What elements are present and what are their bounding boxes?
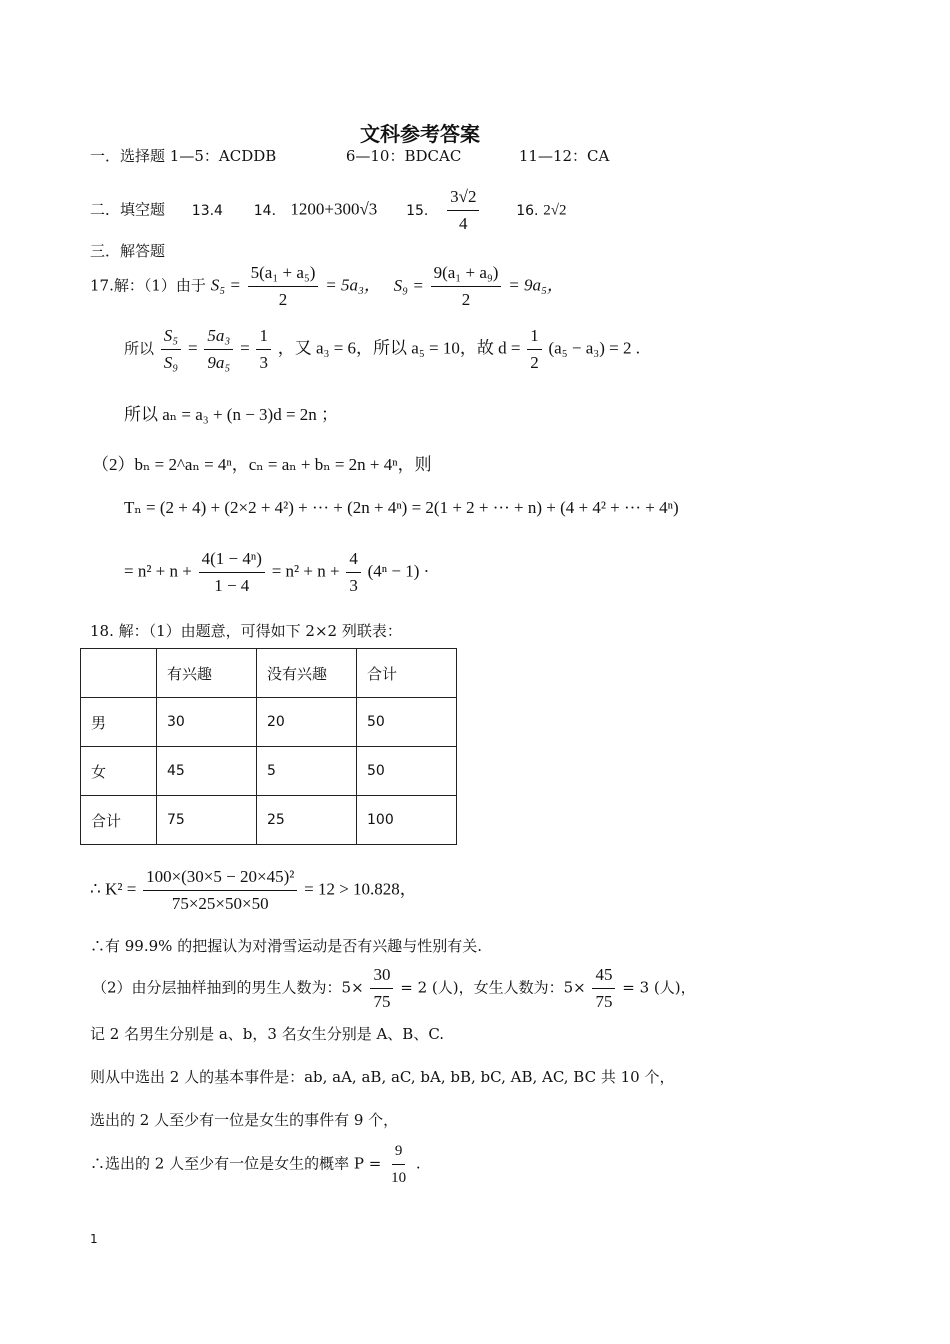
atleast-text: 选出的 2 人至少有一位是女生的事件有 9 个， [90,1111,399,1129]
fraction-denominator: 10 [391,1170,407,1186]
probability-line [90,1140,421,1189]
p18-intro: 18. 解：（1）由题意，可得如下 2×2 列联表： [90,622,402,640]
formula-part: (4ⁿ − 1) · [367,561,430,581]
q15-label: 15. [406,202,429,219]
choice-answers [90,145,609,166]
fraction-numerator: 4 [346,548,361,573]
fraction-denominator: 2 [530,353,539,372]
text: = 3 (人)， [622,978,696,997]
page-number: 1 [90,1232,98,1246]
p17-prefix: 17.解：（1）由于 [90,276,206,295]
p17-line-4: （2）bₙ = 2^aₙ = 4ⁿ，cₙ = aₙ + bₙ = 2n + 4ⁿ，则 [92,455,432,474]
page-title: 文科参考答案 [360,122,480,146]
table-cell: 45 [157,747,257,796]
section-label: 二．填空题 [90,200,166,219]
formula-part: ∴ K² = [90,879,137,899]
table-row [81,747,457,796]
formula-part: = n² + n + [124,561,192,581]
formula-part: = [188,338,198,358]
p17-line-2 [124,325,640,374]
q13-answer: 13.4 [191,202,223,219]
table-header-row [81,649,457,698]
choice-range-3: 11—12：CA [518,147,610,165]
fraction-numerator: 4(1 − 4ⁿ) [199,548,265,573]
fraction [256,325,271,374]
table-cell: 100 [357,796,457,845]
contingency-table [80,648,457,845]
table-cell: 25 [257,796,357,845]
p18-part2 [92,964,696,1013]
table-cell: 50 [357,747,457,796]
fraction-denominator: 75 [373,992,391,1011]
table-cell: 30 [157,698,257,747]
fill-answers [90,186,567,235]
fraction [204,325,233,374]
names-text: 记 2 名男生分别是 a、b，3 名女生分别是 A、B、C. [90,1025,445,1043]
text: ∴选出的 2 人至少有一位是女生的概率 P = [90,1154,382,1173]
fraction-denominator: 3 [259,353,268,372]
p17-line-5: Tₙ = (2 + 4) + (2×2 + 4²) + ··· + (2n + 4ⁿ) = 2(1 + 2 + ··· + n) + (4 + 4² + ··· + 4ⁿ) [124,498,679,517]
fraction-denominator: 75×25×50×50 [171,894,269,913]
section-label: 三．解答题 [90,242,166,260]
fraction-denominator: 1 − 4 [214,576,250,595]
table-cell: 75 [157,796,257,845]
row-label: 男 [81,698,157,747]
p17-line-3: 所以 aₙ = a₃ + (n − 3)d = 2n ； [124,405,339,424]
fraction-numerator: 9(a₁ + a₉) [431,262,502,287]
fraction-numerator: 5(a₁ + a₅) [248,262,319,287]
fraction [161,325,181,374]
formula-part: = n² + n + [271,561,340,581]
text: 所以 [124,339,155,358]
fraction-denominator: 2 [278,290,288,309]
fraction [199,548,265,597]
formula-part: = 12 > 10.828， [304,879,417,899]
row-label: 女 [81,747,157,796]
fraction [346,548,361,597]
fraction-numerator: 100×(30×5 − 20×45)² [143,866,297,891]
formula-part: ，又 a₃ = 6，所以 a₅ = 10，故 d = [277,338,521,358]
table-header-cell: 没有兴趣 [257,649,357,698]
table-row [81,698,457,747]
fraction [527,325,542,374]
fraction-denominator: 9a₅ [207,353,231,372]
fraction-numerator: S₅ [161,325,181,350]
fraction [248,262,319,311]
q14-label: 14． [253,202,286,219]
fraction-denominator: 75 [595,992,613,1011]
section-label: 一．选择题 [90,147,166,165]
fraction [431,262,502,311]
table-cell: 5 [257,747,357,796]
table-cell: 20 [257,698,357,747]
formula-part: (a₅ − a₃) = 2 . [548,338,640,358]
conclusion-text: ∴有 99.9% 的把握认为对滑雪运动是否有兴趣与性别有关. [90,937,482,955]
fraction-denominator: 3 [349,576,358,595]
table-row [81,796,457,845]
k2-formula [90,866,417,915]
choice-range-1: 1—5：ACDDB [169,147,277,165]
table-header-cell: 有兴趣 [157,649,257,698]
q16-label: 16. [516,202,539,219]
fraction [592,964,615,1013]
fraction-denominator: S₉ [163,353,179,372]
text: = 2 (人)，女生人数为：5× [400,978,586,997]
text: （2）由分层抽样抽到的男生人数为：5× [92,978,364,997]
q14-answer: 1200+300√3 [290,199,378,219]
table-cell [81,649,157,698]
row-label: 合计 [81,796,157,845]
fraction-numerator: 1 [256,325,271,350]
fraction [370,964,393,1013]
fraction-numerator: 9 [392,1140,406,1165]
table-cell: 50 [357,698,457,747]
fraction-numerator: 45 [592,964,615,989]
events-text: 则从中选出 2 人的基本事件是：ab, aA, aB, aC, bA, bB, bC, AB, AC, BC 共 10 个， [90,1068,675,1086]
fraction-denominator: 4 [459,214,468,233]
fraction-numerator: 5a₃ [204,325,233,350]
table-header-cell: 合计 [357,649,457,698]
fraction-numerator: 3√2 [447,186,479,211]
fraction-numerator: 1 [527,325,542,350]
fraction [143,866,297,915]
fraction-numerator: 30 [370,964,393,989]
formula-part: = 9a₅， [508,275,564,295]
formula-part: = [240,338,250,358]
p17-line-1 [90,262,564,311]
formula-part: S₉ = [393,275,424,295]
text: . [415,1154,421,1173]
p17-line-6 [124,548,429,597]
formula-part: = 5a₃， [325,275,381,295]
q15-fraction [447,186,479,235]
q16-answer: 2√2 [543,202,567,219]
fraction [388,1140,409,1189]
formula-part: S₅ = [210,275,241,295]
fraction-denominator: 2 [461,290,471,309]
choice-range-2: 6—10：BDCAC [345,147,462,165]
